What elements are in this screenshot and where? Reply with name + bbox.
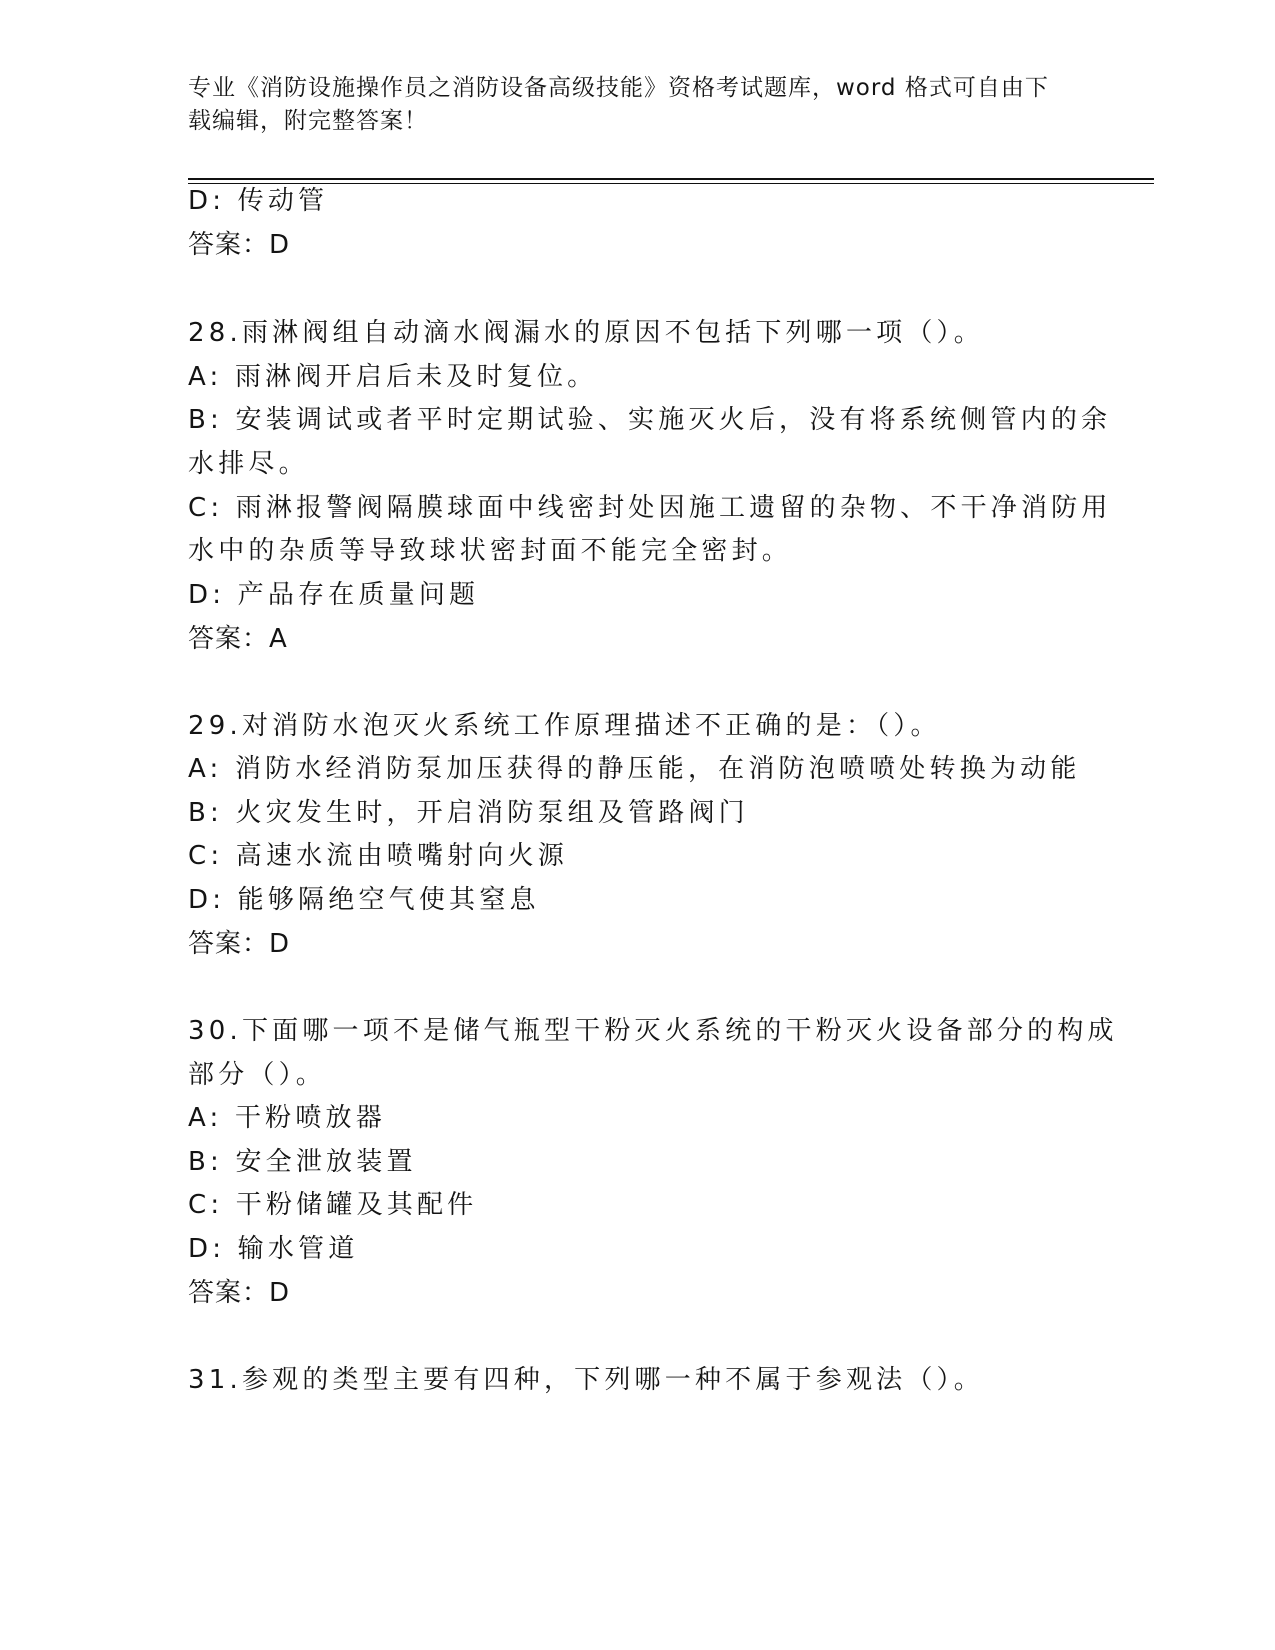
q29-answer: 答案：D [188, 929, 291, 959]
q29-option-b: B: 火灾发生时，开启消防泵组及管路阀门 [188, 798, 749, 828]
q30-question-line-2: 部分（）。 [188, 1060, 327, 1090]
q29-option-c: C: 高速水流由喷嘴射向火源 [188, 841, 568, 871]
q30-option-d: D: 输水管道 [188, 1234, 359, 1264]
q28-option-c-line-1: C: 雨淋报警阀隔膜球面中线密封处因施工遗留的杂物、不干净消防用 [188, 493, 1112, 523]
q30-question-line-1: 30.下面哪一项不是储气瓶型干粉灭火系统的干粉灭火设备部分的构成 [188, 1016, 1118, 1046]
q28-answer: 答案：A [188, 624, 288, 654]
q29-option-d: D: 能够隔绝空气使其窒息 [188, 885, 540, 915]
q28-option-c-line-2: 水中的杂质等导致球状密封面不能完全密封。 [188, 536, 793, 566]
q29-option-a: A: 消防水经消防泵加压获得的静压能，在消防泡喷喷处转换为动能 [188, 754, 1081, 784]
q28-option-d: D: 产品存在质量问题 [188, 580, 480, 610]
header-divider-thick [188, 178, 1154, 180]
q29-question: 29.对消防水泡灭火系统工作原理描述不正确的是：（）。 [188, 711, 941, 741]
q28-option-a: A: 雨淋阀开启后未及时复位。 [188, 362, 598, 392]
q27-option-d: D: 传动管 [188, 186, 329, 216]
q28-option-b-line-1: B: 安装调试或者平时定期试验、实施灭火后，没有将系统侧管内的余 [188, 405, 1112, 435]
q28-option-b-line-2: 水排尽。 [188, 449, 309, 479]
q30-answer: 答案：D [188, 1278, 291, 1308]
q30-option-b: B: 安全泄放装置 [188, 1147, 417, 1177]
page-header [188, 72, 1088, 138]
q30-option-a: A: 干粉喷放器 [188, 1103, 386, 1133]
q28-question: 28.雨淋阀组自动滴水阀漏水的原因不包括下列哪一项（）。 [188, 318, 984, 348]
q30-option-c: C: 干粉储罐及其配件 [188, 1190, 478, 1220]
header-divider-thin [188, 183, 1154, 184]
q27-answer: 答案：D [188, 230, 291, 260]
header-line-2: 载编辑，附完整答案！ [188, 108, 428, 134]
q31-question: 31.参观的类型主要有四种，下列哪一种不属于参观法（）。 [188, 1365, 984, 1395]
header-line-1: 专业《消防设施操作员之消防设备高级技能》资格考试题库，word 格式可自由下 [188, 75, 1049, 101]
